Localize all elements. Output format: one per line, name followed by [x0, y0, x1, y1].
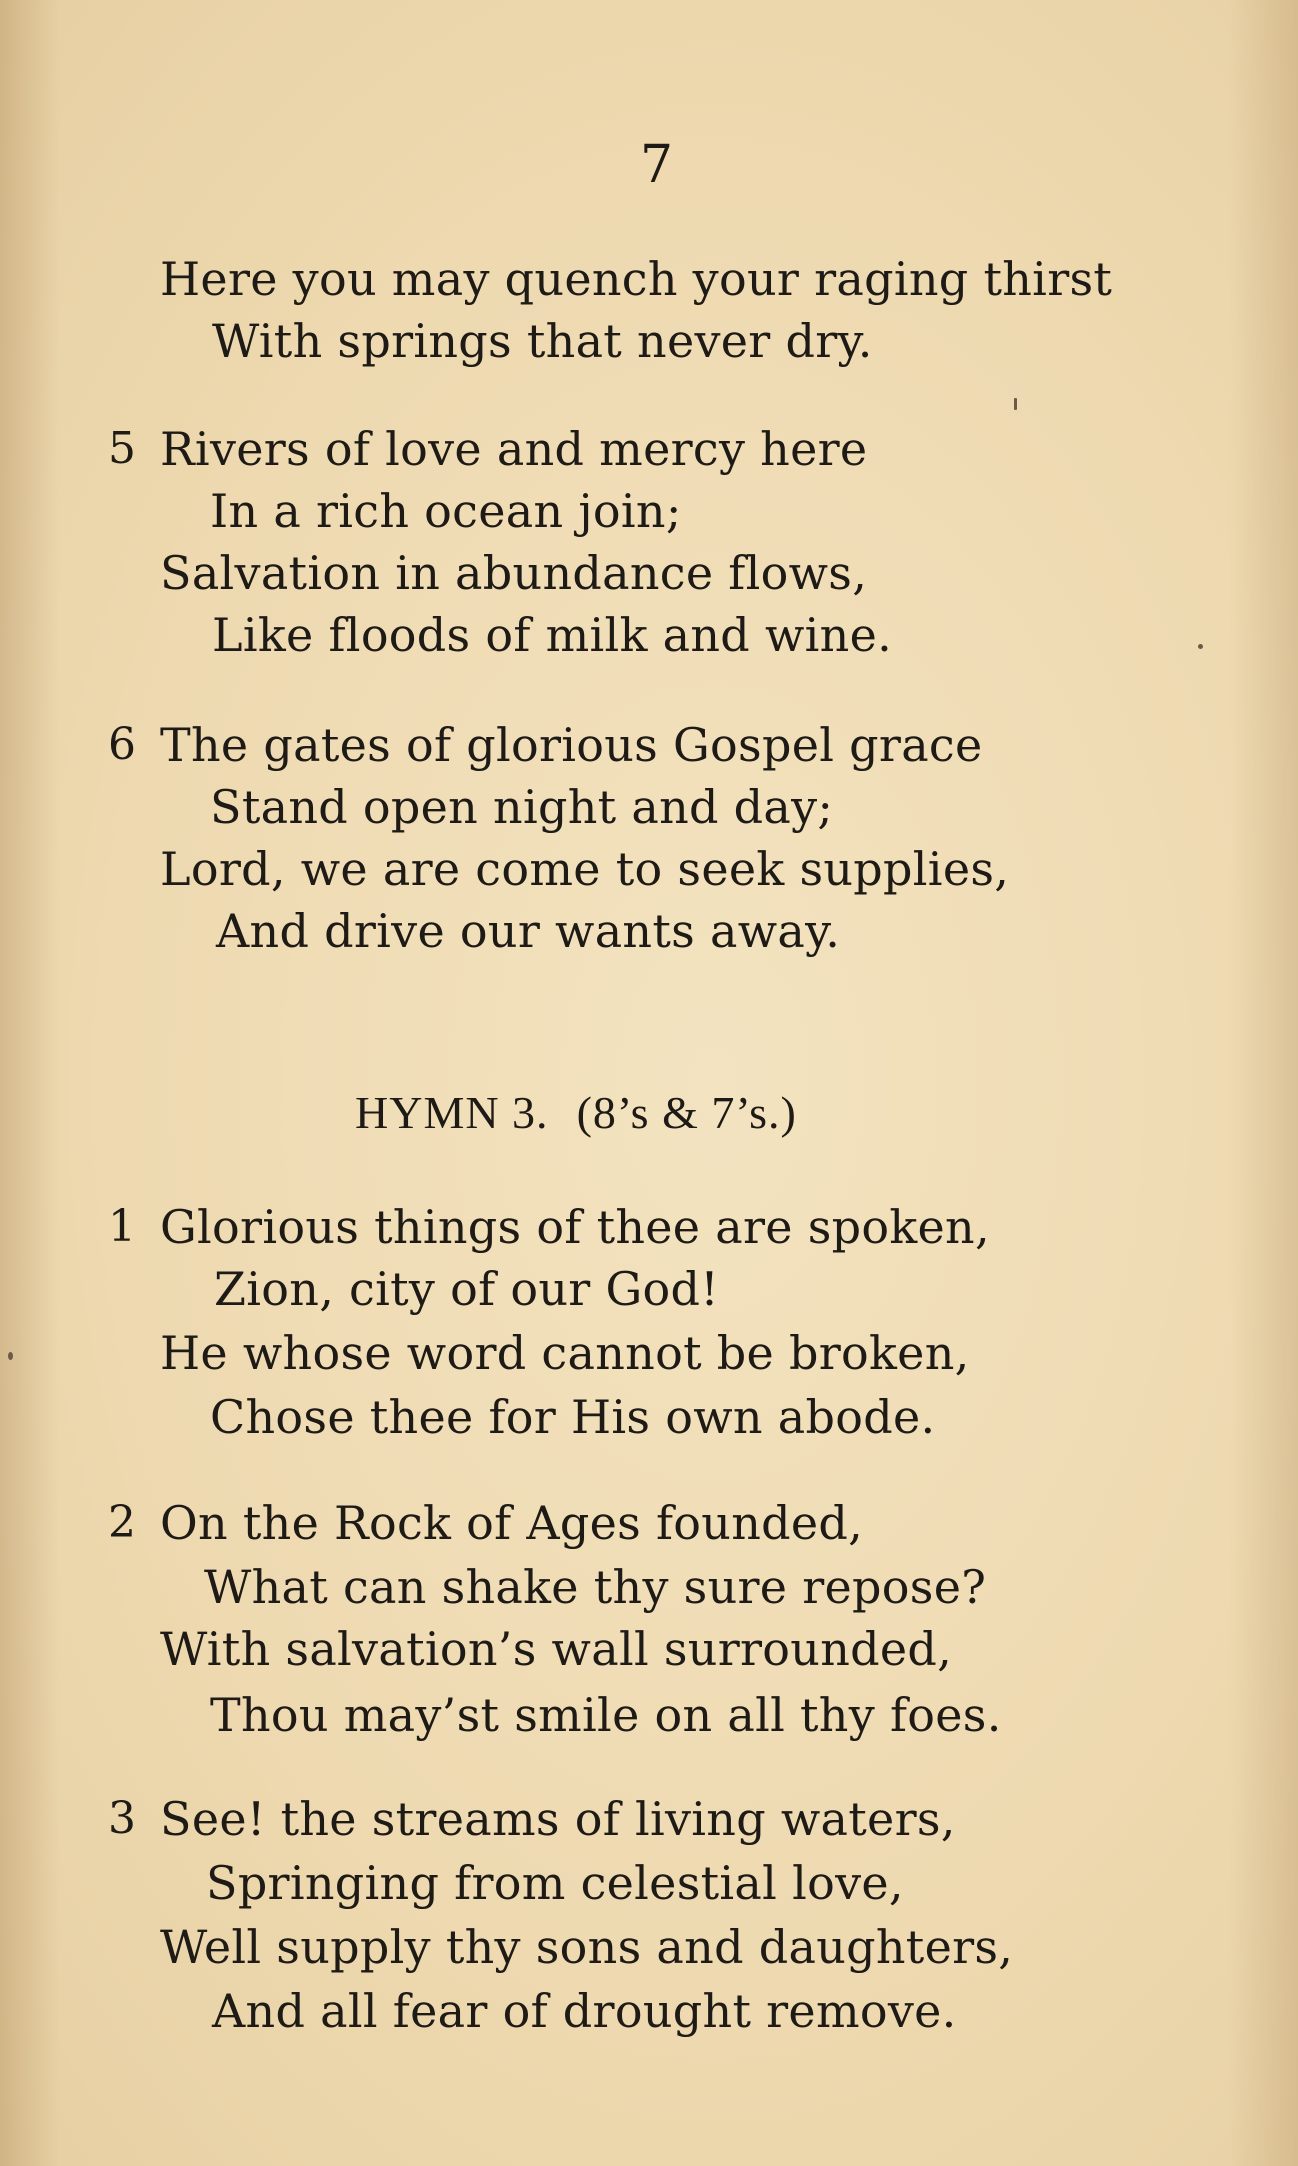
- paper-speck: [1014, 398, 1017, 410]
- verse-number: 5: [108, 423, 136, 474]
- continuation-line-2: With springs that never dry.: [212, 314, 873, 368]
- verse-line: Stand open night and day;: [210, 780, 834, 834]
- verse-line: Thou may’st smile on all thy foes.: [210, 1688, 1002, 1742]
- verse-line: Salvation in abundance flows,: [160, 546, 868, 600]
- page-edge-shadow-left: [0, 0, 60, 2166]
- page-edge-shadow-right: [1228, 0, 1298, 2166]
- verse-line: And all fear of drought remove.: [212, 1984, 957, 2038]
- hymn-meter: (8’s & 7’s.): [576, 1087, 797, 1138]
- verse-line: In a rich ocean join;: [210, 484, 682, 538]
- hymn-title: HYMN 3.: [355, 1087, 549, 1138]
- verse-line: Chose thee for His own abode.: [210, 1390, 936, 1444]
- page-number: 7: [640, 135, 674, 195]
- verse-line: Like floods of milk and wine.: [212, 608, 893, 662]
- verse-line: Well supply thy sons and daughters,: [160, 1920, 1014, 1974]
- verse-number: 1: [108, 1201, 136, 1252]
- verse-number: 6: [108, 719, 136, 770]
- verse-number: 3: [108, 1793, 136, 1844]
- verse-line: See! the streams of living waters,: [160, 1792, 956, 1846]
- verse-line: Zion, city of our God!: [214, 1262, 720, 1316]
- hymn-heading: [355, 1086, 797, 1140]
- verse-line: Lord, we are come to seek supplies,: [160, 842, 1010, 896]
- verse-line: On the Rock of Ages founded,: [160, 1496, 864, 1550]
- verse-line: Rivers of love and mercy here: [160, 422, 868, 476]
- verse-line: The gates of glorious Gospel grace: [160, 718, 983, 772]
- verse-line: What can shake thy sure repose?: [204, 1560, 987, 1614]
- paper-speck: [1198, 644, 1203, 649]
- verse-line: Glorious things of thee are spoken,: [160, 1200, 990, 1254]
- verse-line: Springing from celestial love,: [206, 1856, 904, 1910]
- verse-number: 2: [108, 1497, 136, 1548]
- verse-line: And drive our wants away.: [216, 904, 841, 958]
- verse-line: With salvation’s wall surrounded,: [160, 1622, 953, 1676]
- paper-speck: [8, 1352, 13, 1360]
- continuation-line-1: Here you may quench your raging thirst: [160, 252, 1113, 306]
- verse-line: He whose word cannot be broken,: [160, 1326, 970, 1380]
